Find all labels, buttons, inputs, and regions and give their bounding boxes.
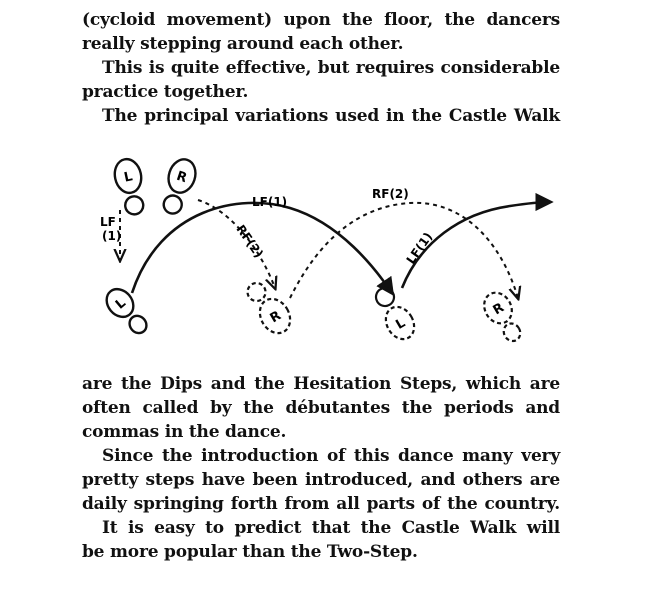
text-line: are the Dips and the Hesitation Steps, which are [82,374,560,394]
text-line: daily springing forth from all parts of the country. [82,494,560,514]
foot-label: R [267,308,284,327]
rf-arc-label: RF(2) [372,187,409,201]
lf-vertical-label: LF [100,215,116,229]
text-line: (cycloid movement) upon the floor, the dancers [82,10,560,30]
text-line: commas in the dance. [82,422,287,442]
foot-label: L [112,295,129,313]
foot-right-b [243,275,296,338]
text-line: be more popular than the Two-Step. [82,542,418,562]
foot-right-d [479,288,528,347]
foot-label: R [490,300,507,319]
lf-arc-label: LF(1) [252,195,288,209]
lf-diag-label: LF(1) [403,229,436,267]
text-line: pretty steps have been introduced, and others are [82,470,560,490]
castle-walk-footstep-diagram [90,148,560,368]
rf-diag-label: RF(2) [233,222,267,261]
lf-vertical-label-count: (1) [102,229,122,243]
text-line: Since the introduction of this dance many very [102,446,560,466]
text-line: The principal variations used in the Castle Walk [102,106,560,126]
foot-left-c [369,283,420,344]
text-line: often called by the débutantes the periods and [82,398,560,418]
foot-left-top [112,157,149,217]
top-paragraphs [82,8,560,128]
rf-dashed-path-1 [198,200,275,288]
text-line: practice together. [82,82,249,102]
foot-label: R [174,168,189,187]
text-line: This is quite effective, but requires considerable [102,58,560,78]
foot-left-a [101,284,153,339]
text-line: It is easy to predict that the Castle Walk will [102,518,560,538]
text-line: really stepping around each other. [82,34,404,54]
foot-label: L [122,169,134,186]
foot-right-top [158,156,200,217]
foot-label: L [393,315,409,333]
bottom-paragraphs [82,372,560,564]
